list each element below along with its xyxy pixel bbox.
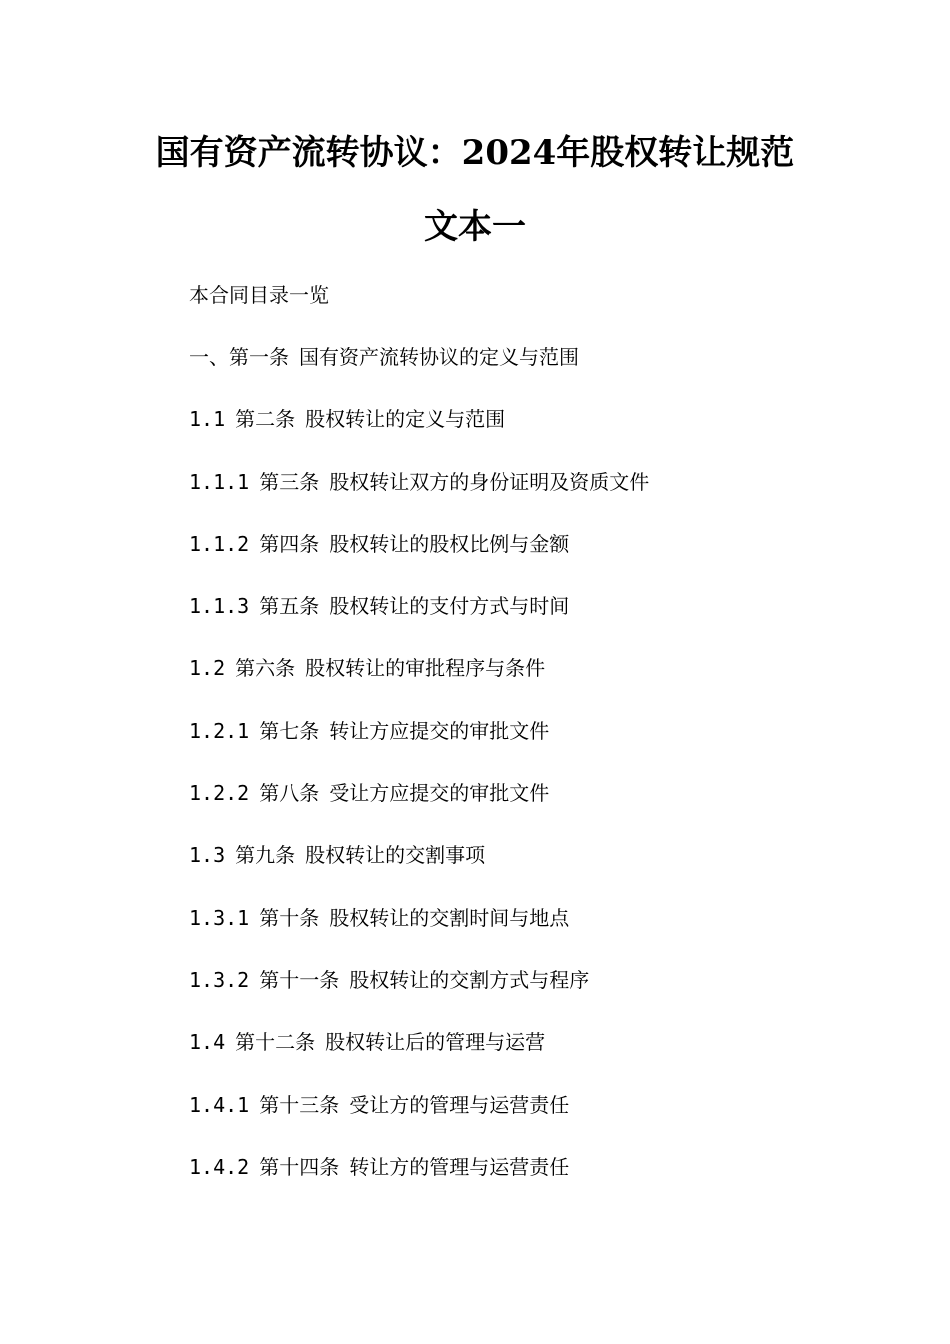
toc-item-article: 第十条	[259, 905, 320, 930]
toc-item-number: 1.2.1	[189, 718, 250, 743]
toc-item-number: 1.1	[189, 407, 226, 432]
toc-item-number: 1.3.2	[189, 967, 250, 992]
toc-item-text: 股权转让的交割方式与程序	[349, 967, 590, 992]
toc-item	[189, 1032, 649, 1094]
toc-item-number: 一、	[189, 345, 229, 369]
toc-item	[189, 658, 649, 720]
toc-item-text: 受让方应提交的审批文件	[329, 781, 550, 806]
toc-item	[189, 1154, 649, 1219]
toc-item-number: 1.1.3	[189, 594, 250, 619]
toc-item-text: 转让方应提交的审批文件	[329, 718, 550, 743]
toc-item	[189, 409, 649, 471]
toc-item	[189, 783, 649, 845]
toc-item-article: 第四条	[259, 531, 320, 556]
toc-item	[189, 845, 649, 907]
toc-heading: 本合同目录一览	[189, 283, 329, 307]
toc-item-text: 股权转让的交割事项	[305, 843, 486, 868]
toc-item-text: 股权转让的交割时间与地点	[329, 905, 570, 930]
toc-item-text: 股权转让的定义与范围	[305, 407, 506, 432]
toc-item-article: 第九条	[235, 843, 296, 868]
toc-item-article: 第十一条	[259, 967, 340, 992]
toc-item-article: 第十三条	[259, 1092, 340, 1117]
toc-item	[189, 718, 649, 783]
toc-item-article: 第二条	[235, 407, 296, 432]
toc-item-number: 1.4.1	[189, 1092, 250, 1117]
toc-item-article: 第六条	[235, 656, 296, 681]
toc-item-article: 第三条	[259, 469, 320, 494]
toc-item-text: 股权转让双方的身份证明及资质文件	[329, 469, 650, 494]
toc-item-number: 1.3.1	[189, 905, 250, 930]
toc-item-number: 1.2.2	[189, 781, 250, 806]
toc-item	[189, 347, 649, 409]
toc-item-article: 第五条	[259, 594, 320, 619]
toc-item-number: 1.4.2	[189, 1154, 250, 1179]
toc-item-number: 1.4	[189, 1030, 226, 1055]
toc-item-text: 股权转让的支付方式与时间	[329, 594, 570, 619]
toc-item-article: 第八条	[259, 781, 320, 806]
document-title-line-2: 文本一	[424, 207, 526, 247]
toc-item	[189, 967, 649, 1032]
toc-item	[189, 905, 649, 970]
toc-item-text: 受让方的管理与运营责任	[349, 1092, 570, 1117]
toc-item-number: 1.2	[189, 656, 226, 681]
table-of-contents	[189, 347, 649, 1219]
toc-item	[189, 531, 649, 596]
toc-item	[189, 469, 650, 534]
toc-item-text: 转让方的管理与运营责任	[349, 1154, 570, 1179]
toc-item-number: 1.1.1	[189, 469, 250, 494]
toc-item-number: 1.3	[189, 843, 226, 868]
toc-item-number: 1.1.2	[189, 531, 250, 556]
toc-item-article: 第一条	[229, 345, 289, 369]
toc-item-article: 第十二条	[235, 1030, 316, 1055]
toc-item-text: 股权转让后的管理与运营	[325, 1030, 546, 1055]
toc-item-article: 第七条	[259, 718, 320, 743]
toc-item-text: 股权转让的股权比例与金额	[329, 531, 570, 556]
toc-item	[189, 1092, 649, 1157]
document-title-line-1: 国有资产流转协议：2024年股权转让规范	[155, 133, 795, 173]
toc-item-text: 股权转让的审批程序与条件	[305, 656, 546, 681]
toc-item-article: 第十四条	[259, 1154, 340, 1179]
toc-item-text: 国有资产流转协议的定义与范围	[299, 345, 579, 369]
toc-item	[189, 596, 649, 658]
